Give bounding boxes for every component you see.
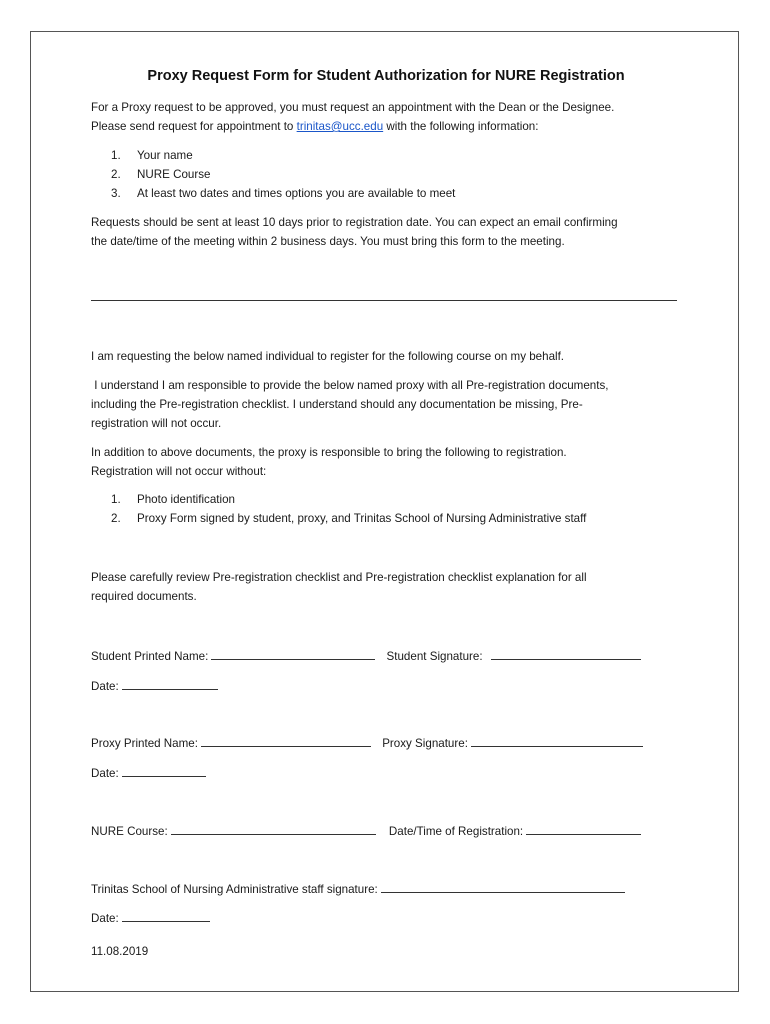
proxy-signature-field: Proxy Signature:	[382, 732, 643, 753]
student-date-input[interactable]	[122, 675, 218, 690]
student-name-input[interactable]	[211, 645, 375, 660]
separator-line	[91, 300, 677, 301]
bring-list	[111, 490, 586, 528]
student-row	[91, 645, 641, 666]
student-name-field: Student Printed Name:	[91, 645, 375, 666]
review-paragraph: Please carefully review Pre-registration checklist and Pre-registration checklist explanation for all required documents.	[91, 571, 587, 603]
email-link[interactable]: trinitas@ucc.edu	[296, 120, 384, 133]
footer-date: 11.08.2019	[91, 945, 149, 958]
proxy-name-input[interactable]	[201, 732, 371, 747]
requests-paragraph: Requests should be sent at least 10 days prior to registration date. You can expect an email confirming the date/time of the meeting within 2 business days. You must bring this form to the meeting.	[91, 216, 618, 248]
proxy-signature-input[interactable]	[471, 732, 643, 747]
staff-row: Trinitas School of Nursing Administrative staff signature:	[91, 878, 625, 899]
requesting-paragraph: I am requesting the below named individual to register for the following course on my behalf.	[91, 350, 565, 363]
page-title: Proxy Request Form for Student Authorization for NURE Registration	[147, 68, 625, 84]
registration-datetime-field: Date/Time of Registration:	[389, 820, 641, 841]
intro-line-2-after: with the following information:	[386, 120, 539, 133]
list-item: 1. Photo identification	[111, 493, 235, 506]
registration-datetime-input[interactable]	[526, 820, 641, 835]
addition-paragraph: In addition to above documents, the proxy is responsible to bring the following to registration. Registration will not occur without:	[91, 446, 567, 478]
staff-date-input[interactable]	[122, 907, 210, 922]
student-date-row: Date:	[91, 675, 218, 696]
info-list	[111, 146, 455, 203]
intro-line-2-before: Please send request for appointment to	[91, 120, 294, 133]
course-row	[91, 820, 641, 841]
list-item: 1. Your name	[111, 149, 193, 162]
proxy-row	[91, 732, 643, 753]
staff-signature-input[interactable]	[381, 878, 625, 893]
staff-date-row: Date:	[91, 907, 210, 928]
proxy-date-row: Date:	[91, 762, 206, 783]
list-item: 2. NURE Course	[111, 168, 211, 181]
form-page	[30, 31, 739, 992]
intro-line-1: For a Proxy request to be approved, you must request an appointment with the Dean or the Designee.	[91, 101, 615, 114]
intro-paragraph	[91, 98, 691, 136]
list-item: 2. Proxy Form signed by student, proxy, and Trinitas School of Nursing Administrative staff	[111, 512, 587, 525]
proxy-date-input[interactable]	[122, 762, 206, 777]
student-signature-input[interactable]	[491, 645, 641, 660]
student-signature-field: Student Signature:	[387, 645, 641, 666]
proxy-name-field: Proxy Printed Name:	[91, 732, 371, 753]
nure-course-input[interactable]	[171, 820, 376, 835]
intro-line-2	[91, 117, 691, 136]
list-item: 3. At least two dates and times options you are available to meet	[111, 187, 456, 200]
nure-course-field: NURE Course:	[91, 820, 376, 841]
understand-paragraph: I understand I am responsible to provide the below named proxy with all Pre-registration documents, including the Pre-registration checklist. I understand should any documentation be missing, Pre- registration will not occur.	[91, 379, 609, 430]
